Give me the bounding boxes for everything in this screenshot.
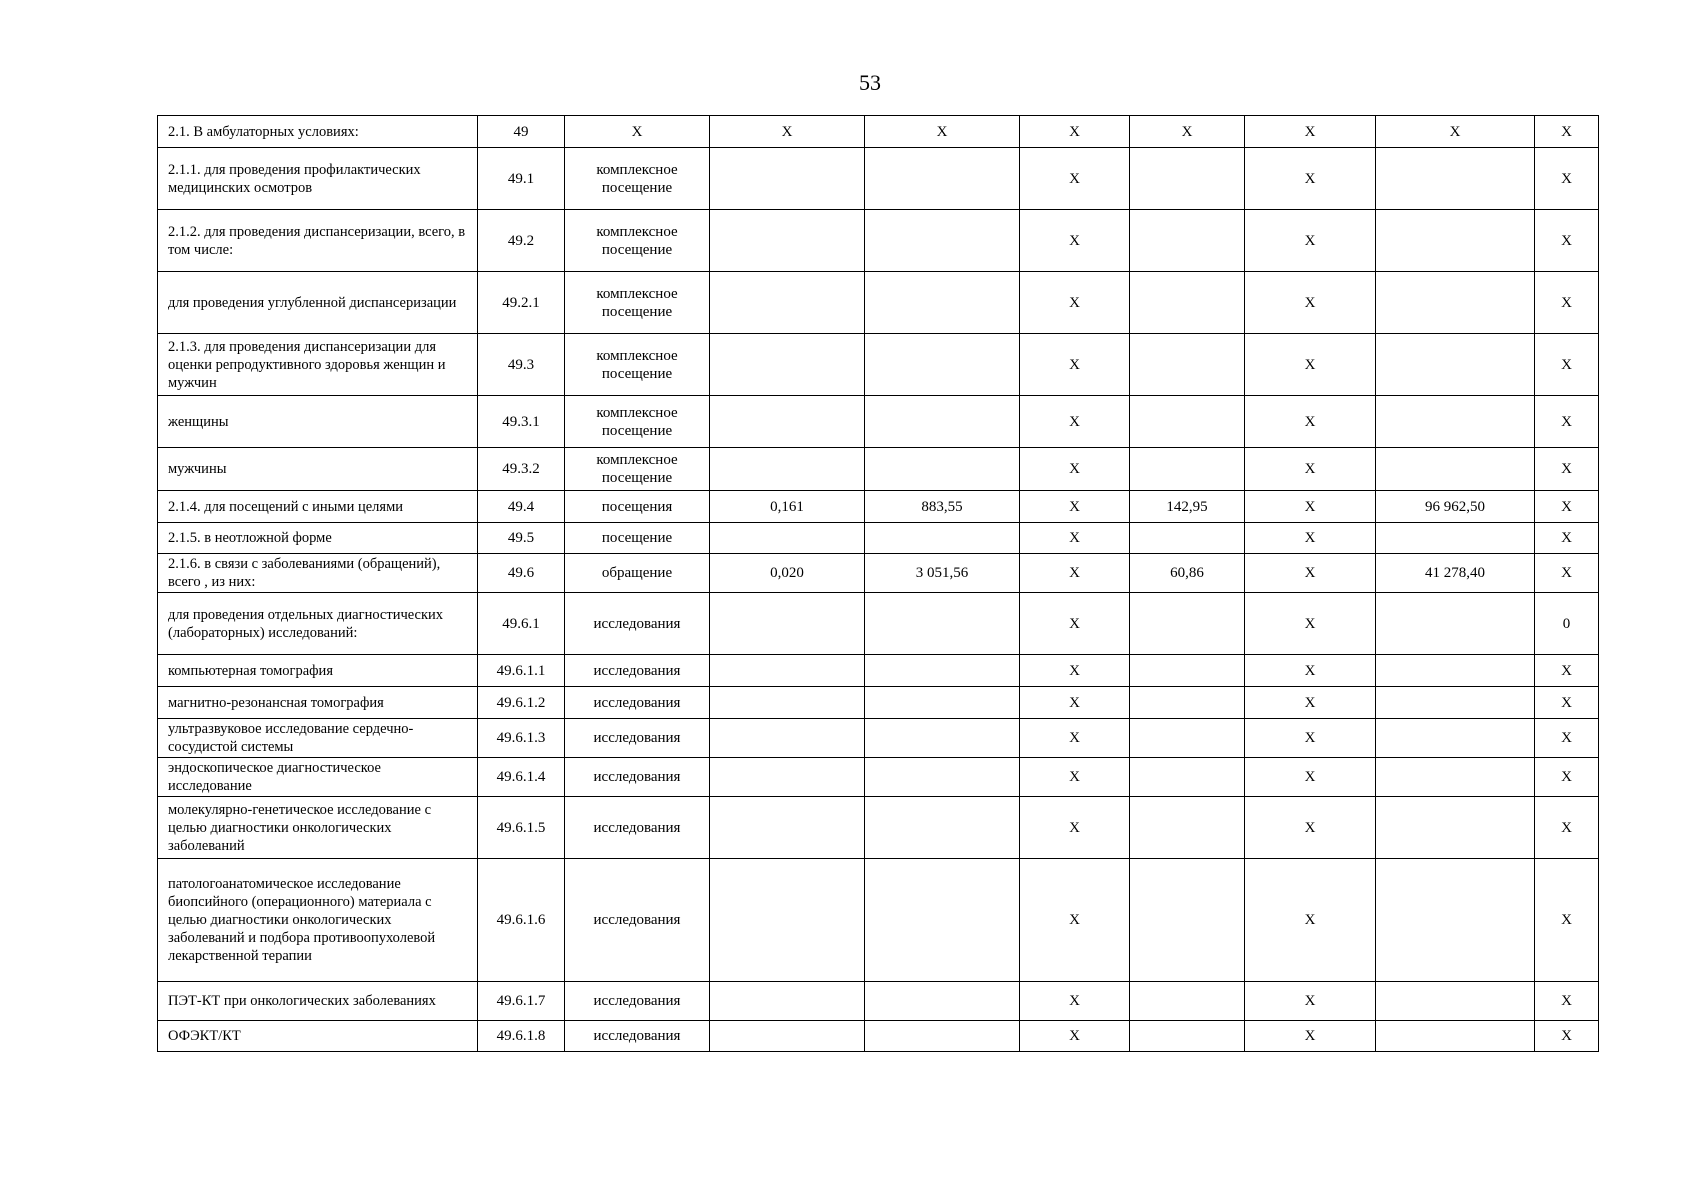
data-table — [157, 115, 1599, 1052]
row-code: 49.3.2 — [478, 448, 565, 491]
row-value-5 — [865, 1021, 1020, 1052]
table-row — [158, 982, 1599, 1021]
row-value-10: X — [1535, 797, 1599, 859]
row-value-9 — [1376, 334, 1535, 396]
table-row — [158, 687, 1599, 719]
row-value-10: X — [1535, 523, 1599, 554]
row-value-4 — [710, 448, 865, 491]
row-code: 49.6.1.5 — [478, 797, 565, 859]
row-code: 49.2.1 — [478, 272, 565, 334]
row-value-5 — [865, 396, 1020, 448]
row-value-8: X — [1245, 593, 1376, 655]
row-value-8: X — [1245, 687, 1376, 719]
table-row — [158, 334, 1599, 396]
row-value-7 — [1130, 593, 1245, 655]
row-value-9 — [1376, 272, 1535, 334]
row-value-8: X — [1245, 396, 1376, 448]
row-value-6: X — [1020, 655, 1130, 687]
row-name: ПЭТ-КТ при онкологических заболеваниях — [158, 982, 478, 1021]
row-name: 2.1.3. для проведения диспансеризации для оценки репродуктивного здоровья женщин и мужчин — [158, 334, 478, 396]
row-value-8: X — [1245, 554, 1376, 593]
row-value-7: 60,86 — [1130, 554, 1245, 593]
row-value-5 — [865, 797, 1020, 859]
table-row — [158, 655, 1599, 687]
row-value-5 — [865, 334, 1020, 396]
row-value-5 — [865, 148, 1020, 210]
row-value-10: X — [1535, 272, 1599, 334]
row-value-5: 883,55 — [865, 491, 1020, 523]
row-value-9: 41 278,40 — [1376, 554, 1535, 593]
row-name: ультразвуковое исследование сердечно-сосудистой системы — [158, 719, 478, 758]
row-value-7 — [1130, 272, 1245, 334]
row-code: 49.3.1 — [478, 396, 565, 448]
row-value-7: X — [1130, 116, 1245, 148]
row-unit: посещения — [565, 491, 710, 523]
row-value-8: X — [1245, 210, 1376, 272]
row-code: 49.6.1 — [478, 593, 565, 655]
row-value-7 — [1130, 1021, 1245, 1052]
row-value-5 — [865, 719, 1020, 758]
row-value-7 — [1130, 859, 1245, 982]
row-value-4 — [710, 272, 865, 334]
row-value-4: X — [710, 116, 865, 148]
row-value-5 — [865, 523, 1020, 554]
row-value-5 — [865, 655, 1020, 687]
row-value-4 — [710, 396, 865, 448]
row-value-9 — [1376, 448, 1535, 491]
row-value-4 — [710, 859, 865, 982]
table-row — [158, 148, 1599, 210]
table-row — [158, 1021, 1599, 1052]
row-value-4 — [710, 210, 865, 272]
row-unit: исследования — [565, 982, 710, 1021]
row-unit: комплексное посещение — [565, 148, 710, 210]
row-unit: X — [565, 116, 710, 148]
row-value-4: 0,161 — [710, 491, 865, 523]
row-value-10: X — [1535, 1021, 1599, 1052]
row-value-6: X — [1020, 396, 1130, 448]
row-code: 49.1 — [478, 148, 565, 210]
row-value-10: X — [1535, 554, 1599, 593]
row-value-10: X — [1535, 448, 1599, 491]
row-value-10: X — [1535, 859, 1599, 982]
row-value-4 — [710, 148, 865, 210]
row-unit: обращение — [565, 554, 710, 593]
row-value-6: X — [1020, 687, 1130, 719]
row-unit: исследования — [565, 655, 710, 687]
row-unit: исследования — [565, 758, 710, 797]
row-value-6: X — [1020, 982, 1130, 1021]
row-value-6: X — [1020, 797, 1130, 859]
row-code: 49.6.1.8 — [478, 1021, 565, 1052]
row-value-4 — [710, 523, 865, 554]
row-value-6: X — [1020, 334, 1130, 396]
row-value-7 — [1130, 758, 1245, 797]
row-value-5 — [865, 687, 1020, 719]
row-unit: исследования — [565, 593, 710, 655]
row-unit: исследования — [565, 1021, 710, 1052]
row-value-10: X — [1535, 719, 1599, 758]
row-value-9 — [1376, 797, 1535, 859]
row-value-5 — [865, 758, 1020, 797]
row-unit: исследования — [565, 859, 710, 982]
row-value-9 — [1376, 396, 1535, 448]
row-name: 2.1.5. в неотложной форме — [158, 523, 478, 554]
row-unit: посещение — [565, 523, 710, 554]
row-value-4: 0,020 — [710, 554, 865, 593]
row-value-4 — [710, 655, 865, 687]
row-code: 49.6.1.1 — [478, 655, 565, 687]
table-row — [158, 396, 1599, 448]
row-value-5: 3 051,56 — [865, 554, 1020, 593]
row-value-6: X — [1020, 1021, 1130, 1052]
row-value-6: X — [1020, 448, 1130, 491]
row-value-8: X — [1245, 523, 1376, 554]
row-value-7 — [1130, 396, 1245, 448]
row-value-8: X — [1245, 116, 1376, 148]
row-value-5 — [865, 593, 1020, 655]
row-value-10: X — [1535, 655, 1599, 687]
row-value-8: X — [1245, 719, 1376, 758]
row-value-6: X — [1020, 116, 1130, 148]
row-value-6: X — [1020, 148, 1130, 210]
row-unit: комплексное посещение — [565, 272, 710, 334]
row-code: 49.6 — [478, 554, 565, 593]
row-value-7 — [1130, 687, 1245, 719]
row-value-4 — [710, 593, 865, 655]
row-name: 2.1.1. для проведения профилактических медицинских осмотров — [158, 148, 478, 210]
row-value-5 — [865, 859, 1020, 982]
row-value-7 — [1130, 982, 1245, 1021]
row-value-5: X — [865, 116, 1020, 148]
row-name: женщины — [158, 396, 478, 448]
row-value-10: X — [1535, 491, 1599, 523]
row-code: 49.5 — [478, 523, 565, 554]
row-value-6: X — [1020, 859, 1130, 982]
row-value-7 — [1130, 523, 1245, 554]
row-value-8: X — [1245, 148, 1376, 210]
row-value-8: X — [1245, 859, 1376, 982]
row-code: 49.6.1.4 — [478, 758, 565, 797]
row-value-4 — [710, 758, 865, 797]
row-value-5 — [865, 448, 1020, 491]
row-value-6: X — [1020, 491, 1130, 523]
table-row — [158, 272, 1599, 334]
row-unit: комплексное посещение — [565, 210, 710, 272]
row-value-7 — [1130, 334, 1245, 396]
row-unit: исследования — [565, 687, 710, 719]
row-value-7: 142,95 — [1130, 491, 1245, 523]
row-value-8: X — [1245, 797, 1376, 859]
row-value-7 — [1130, 655, 1245, 687]
row-value-4 — [710, 719, 865, 758]
row-value-10: X — [1535, 396, 1599, 448]
row-code: 49.4 — [478, 491, 565, 523]
table-row — [158, 448, 1599, 491]
row-name: мужчины — [158, 448, 478, 491]
row-unit: комплексное посещение — [565, 396, 710, 448]
row-unit: комплексное посещение — [565, 448, 710, 491]
row-value-10: X — [1535, 687, 1599, 719]
row-value-4 — [710, 687, 865, 719]
row-code: 49.2 — [478, 210, 565, 272]
row-code: 49.6.1.6 — [478, 859, 565, 982]
row-value-8: X — [1245, 982, 1376, 1021]
row-value-10: 0 — [1535, 593, 1599, 655]
row-value-10: X — [1535, 210, 1599, 272]
row-name: эндоскопическое диагностическое исследование — [158, 758, 478, 797]
row-value-5 — [865, 210, 1020, 272]
row-name: для проведения углубленной диспансеризации — [158, 272, 478, 334]
row-value-8: X — [1245, 448, 1376, 491]
row-value-6: X — [1020, 719, 1130, 758]
row-name: 2.1.4. для посещений с иными целями — [158, 491, 478, 523]
row-name: 2.1.6. в связи с заболеваниями (обращений), всего , из них: — [158, 554, 478, 593]
row-value-6: X — [1020, 554, 1130, 593]
row-value-7 — [1130, 148, 1245, 210]
row-name: молекулярно-генетическое исследование с целью диагностики онкологических заболеваний — [158, 797, 478, 859]
row-value-6: X — [1020, 210, 1130, 272]
table-row — [158, 859, 1599, 982]
row-name: 2.1.2. для проведения диспансеризации, всего, в том числе: — [158, 210, 478, 272]
row-name: патологоанатомическое исследование биопсийного (операционного) материала с целью диагностики онкологических заболеваний и подбора противоопухолевой лекарственной терапии — [158, 859, 478, 982]
row-code: 49.6.1.3 — [478, 719, 565, 758]
row-value-9 — [1376, 982, 1535, 1021]
row-value-9 — [1376, 687, 1535, 719]
table-row — [158, 719, 1599, 758]
row-value-7 — [1130, 797, 1245, 859]
row-value-5 — [865, 272, 1020, 334]
row-value-8: X — [1245, 272, 1376, 334]
row-value-9 — [1376, 1021, 1535, 1052]
row-name: ОФЭКТ/КТ — [158, 1021, 478, 1052]
row-value-10: X — [1535, 982, 1599, 1021]
table-row — [158, 116, 1599, 148]
row-value-7 — [1130, 210, 1245, 272]
row-value-4 — [710, 1021, 865, 1052]
table-row — [158, 523, 1599, 554]
row-value-10: X — [1535, 334, 1599, 396]
row-name: магнитно-резонансная томография — [158, 687, 478, 719]
table-row — [158, 210, 1599, 272]
row-value-10: X — [1535, 758, 1599, 797]
table-row — [158, 758, 1599, 797]
table-row — [158, 797, 1599, 859]
table-row — [158, 491, 1599, 523]
row-unit: исследования — [565, 719, 710, 758]
row-unit: исследования — [565, 797, 710, 859]
row-value-6: X — [1020, 272, 1130, 334]
table-row — [158, 593, 1599, 655]
row-value-8: X — [1245, 758, 1376, 797]
row-code: 49.6.1.7 — [478, 982, 565, 1021]
row-unit: комплексное посещение — [565, 334, 710, 396]
row-value-10: X — [1535, 148, 1599, 210]
row-value-7 — [1130, 719, 1245, 758]
row-value-7 — [1130, 448, 1245, 491]
row-value-9 — [1376, 593, 1535, 655]
row-value-9 — [1376, 655, 1535, 687]
table-body — [158, 116, 1599, 1052]
row-value-10: X — [1535, 116, 1599, 148]
row-value-8: X — [1245, 655, 1376, 687]
row-value-5 — [865, 982, 1020, 1021]
row-value-8: X — [1245, 491, 1376, 523]
page-number: 53 — [859, 70, 881, 95]
row-value-9 — [1376, 523, 1535, 554]
row-value-9 — [1376, 719, 1535, 758]
row-value-8: X — [1245, 334, 1376, 396]
row-value-9 — [1376, 210, 1535, 272]
row-value-9 — [1376, 758, 1535, 797]
row-code: 49.6.1.2 — [478, 687, 565, 719]
row-code: 49 — [478, 116, 565, 148]
row-value-9: X — [1376, 116, 1535, 148]
row-value-4 — [710, 982, 865, 1021]
row-name: компьютерная томография — [158, 655, 478, 687]
row-value-9: 96 962,50 — [1376, 491, 1535, 523]
row-value-6: X — [1020, 523, 1130, 554]
row-value-6: X — [1020, 758, 1130, 797]
row-value-9 — [1376, 148, 1535, 210]
row-value-4 — [710, 334, 865, 396]
row-value-8: X — [1245, 1021, 1376, 1052]
table-row — [158, 554, 1599, 593]
row-value-6: X — [1020, 593, 1130, 655]
row-value-9 — [1376, 859, 1535, 982]
row-code: 49.3 — [478, 334, 565, 396]
row-name: для проведения отдельных диагностических (лабораторных) исследований: — [158, 593, 478, 655]
row-name: 2.1. В амбулаторных условиях: — [158, 116, 478, 148]
row-value-4 — [710, 797, 865, 859]
